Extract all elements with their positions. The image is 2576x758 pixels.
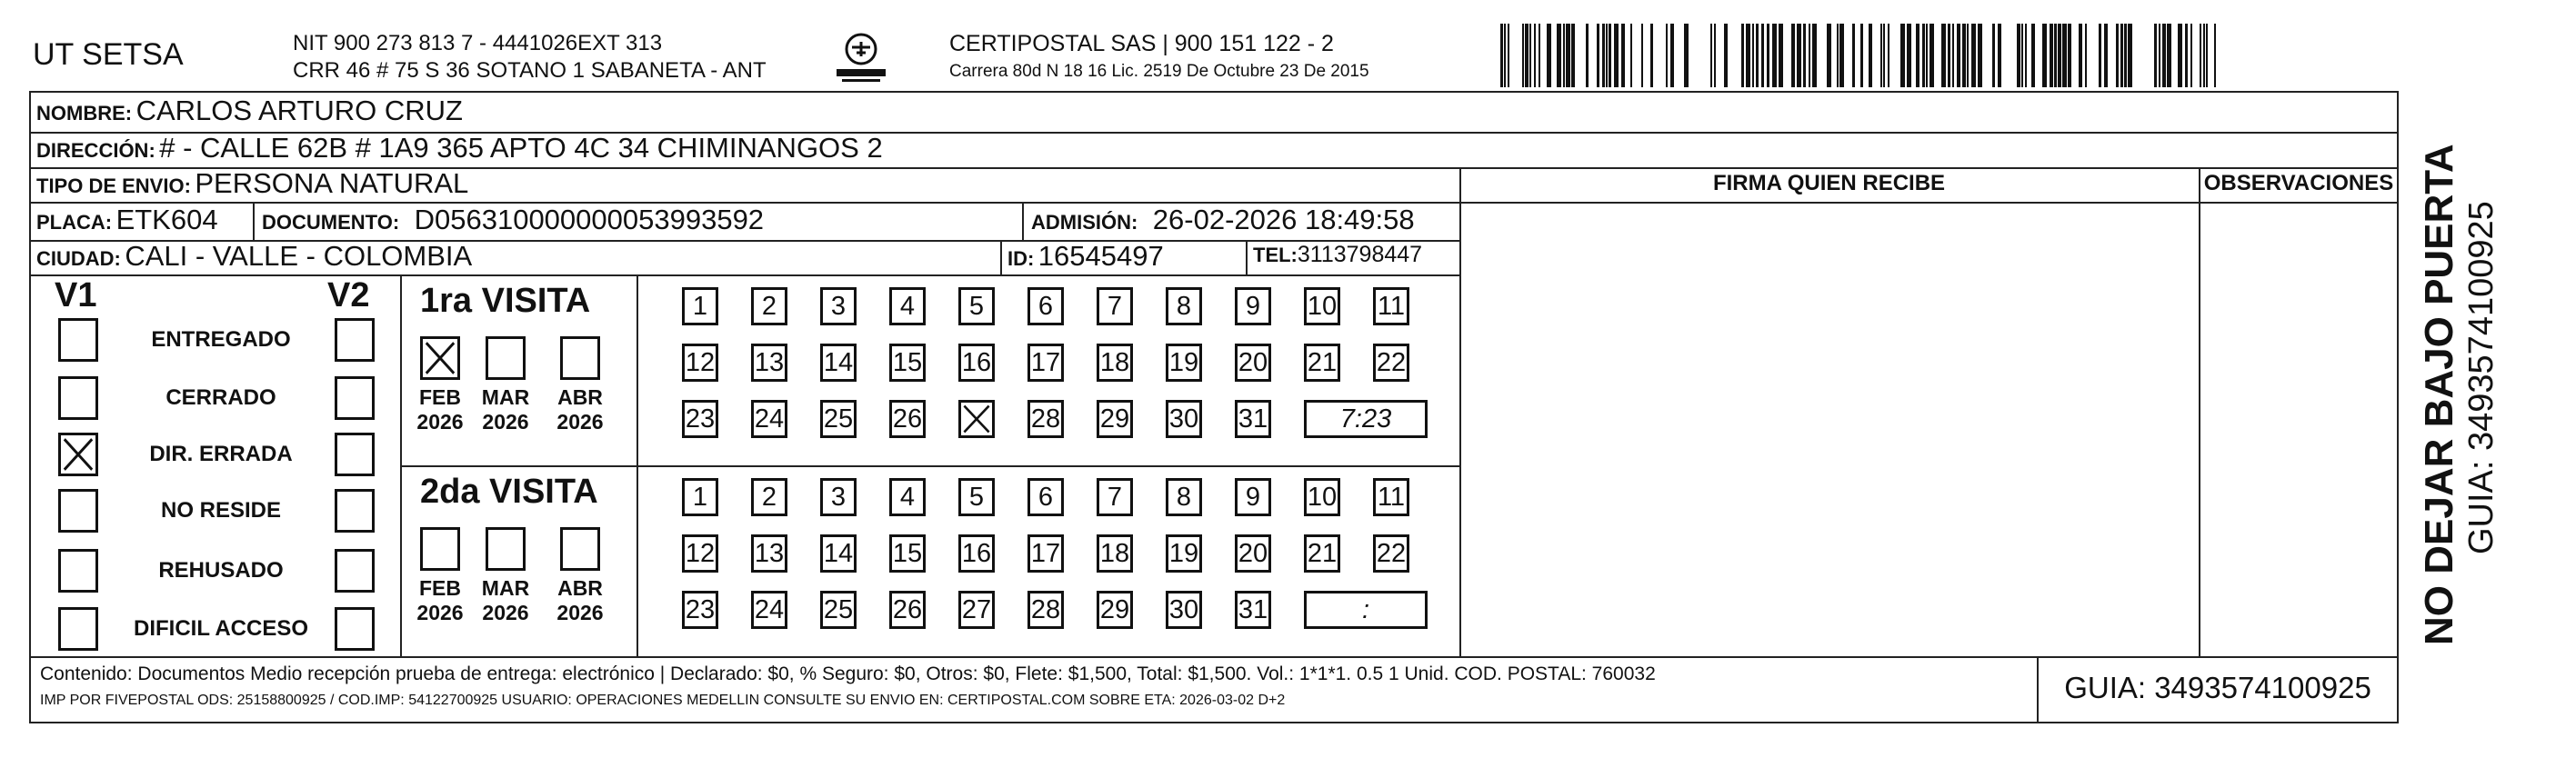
day-box[interactable]: 28 [1027, 400, 1064, 438]
observaciones-label: OBSERVACIONES [2203, 171, 2394, 195]
tipo-label: TIPO DE ENVIO: [36, 175, 191, 197]
nombre-value: CARLOS ARTURO CRUZ [135, 95, 463, 126]
month-label [413, 576, 467, 625]
v1-checkbox[interactable] [58, 607, 98, 651]
status-label: CERRADO [165, 385, 276, 410]
certipostal-line2: Carrera 80d N 18 16 Lic. 2519 De Octubre 23 De 2015 [949, 62, 1369, 81]
status-label: DIFICIL ACCESO [133, 616, 308, 641]
day-box[interactable]: 2 [751, 287, 787, 325]
day-box[interactable]: 21 [1304, 344, 1340, 382]
day-box[interactable]: 12 [682, 534, 718, 573]
admision-label: ADMISIÓN: [1031, 211, 1138, 234]
month-label [478, 576, 533, 625]
month-label [478, 385, 533, 434]
v2-checkbox[interactable] [335, 318, 375, 362]
day-box[interactable]: 12 [682, 344, 718, 382]
status-label: ENTREGADO [151, 327, 291, 352]
tel-label: TEL: [1253, 244, 1298, 266]
month-label [553, 576, 607, 625]
barcode-icon [1497, 22, 2224, 89]
time-box[interactable]: 7:23 [1304, 400, 1428, 438]
day-box[interactable]: 22 [1373, 344, 1409, 382]
v1-checkbox[interactable] [58, 549, 98, 593]
month-name: FEB [419, 576, 461, 600]
tipo-row [36, 167, 468, 200]
month-year: 2026 [482, 410, 529, 434]
tel-value: 3113798447 [1297, 242, 1423, 267]
day-box[interactable]: 30 [1166, 591, 1202, 629]
documento-value: D056310000000053993592 [414, 204, 765, 235]
tel-cell [1253, 242, 1422, 268]
documento-cell [262, 204, 764, 236]
placa-label: PLACA: [36, 211, 113, 234]
ciudad-label: CIUDAD: [36, 247, 121, 270]
month-checkbox[interactable] [486, 527, 526, 571]
direccion-value: # - CALLE 62B # 1A9 365 APTO 4C 34 CHIMINANGOS 2 [159, 132, 883, 164]
day-box[interactable]: 31 [1235, 400, 1271, 438]
day-box[interactable]: 29 [1097, 400, 1133, 438]
day-box[interactable]: 16 [958, 534, 995, 573]
day-box[interactable]: 3 [820, 478, 857, 516]
day-box[interactable]: 17 [1027, 344, 1064, 382]
nit-line: NIT 900 273 813 7 - 4441026EXT 313 [293, 31, 663, 55]
month-name: ABR [557, 385, 603, 409]
day-box[interactable]: 7 [1097, 478, 1133, 516]
side-text [2390, 118, 2508, 645]
v2-checkbox[interactable] [335, 433, 375, 476]
day-box[interactable]: 29 [1097, 591, 1133, 629]
day-box[interactable]: 25 [820, 400, 857, 438]
day-box[interactable]: 15 [889, 344, 926, 382]
month-checkbox[interactable] [486, 336, 526, 380]
day-box[interactable]: 18 [1097, 344, 1133, 382]
day-box[interactable]: 26 [889, 591, 926, 629]
month-name: FEB [419, 385, 461, 409]
nombre-row [36, 95, 463, 127]
month-checkbox[interactable] [420, 527, 460, 571]
footer-guia: GUIA: 3493574100925 [2064, 671, 2371, 704]
day-box[interactable]: 15 [889, 534, 926, 573]
day-box[interactable]: 5 [958, 478, 995, 516]
ciudad-cell [36, 240, 472, 273]
month-year: 2026 [416, 601, 464, 624]
direccion-label: DIRECCIÓN: [36, 139, 155, 162]
v1-checkbox[interactable] [58, 489, 98, 533]
day-box[interactable]: 28 [1027, 591, 1064, 629]
documento-label: DOCUMENTO: [262, 211, 400, 234]
nombre-label: NOMBRE: [36, 102, 133, 125]
month-checkbox[interactable] [560, 336, 600, 380]
firma-area[interactable] [1461, 204, 2197, 654]
day-box[interactable]: 14 [820, 344, 857, 382]
month-name: ABR [557, 576, 603, 600]
day-box[interactable]: 24 [751, 400, 787, 438]
v1-checkbox[interactable] [58, 433, 98, 476]
direccion-row [36, 132, 883, 165]
day-box[interactable]: 17 [1027, 534, 1064, 573]
visit1-title: 1ra VISITA [420, 282, 591, 320]
visit2-title: 2da VISITA [420, 473, 598, 511]
status-label: DIR. ERRADA [149, 442, 293, 466]
status-label: NO RESIDE [160, 498, 282, 523]
day-box[interactable]: 11 [1373, 478, 1409, 516]
month-year: 2026 [556, 601, 604, 624]
ciudad-value: CALI - VALLE - COLOMBIA [125, 240, 473, 272]
month-year: 2026 [416, 410, 464, 434]
day-box[interactable]: 20 [1235, 344, 1271, 382]
month-name: MAR [481, 576, 530, 600]
company-name: UT SETSA [33, 37, 184, 72]
day-box[interactable]: 1 [682, 478, 718, 516]
v2-checkbox[interactable] [335, 376, 375, 420]
day-box[interactable]: 13 [751, 344, 787, 382]
id-value: 16545497 [1037, 240, 1164, 272]
day-box[interactable]: 3 [820, 287, 857, 325]
address-line: CRR 46 # 75 S 36 SOTANO 1 SABANETA - ANT [293, 58, 767, 83]
v2-label: V2 [327, 276, 370, 314]
month-year: 2026 [482, 601, 529, 624]
day-box[interactable]: 23 [682, 591, 718, 629]
time-box[interactable]: : [1304, 591, 1428, 629]
v1-label: V1 [55, 276, 97, 314]
day-box[interactable]: 5 [958, 287, 995, 325]
month-name: MAR [481, 385, 530, 409]
certipostal-line1: CERTIPOSTAL SAS | 900 151 122 - 2 [949, 31, 1334, 56]
day-box[interactable]: 19 [1166, 534, 1202, 573]
month-label [553, 385, 607, 434]
day-box[interactable]: 14 [820, 534, 857, 573]
day-box[interactable]: 10 [1304, 287, 1340, 325]
day-box[interactable]: 24 [751, 591, 787, 629]
day-box[interactable]: 19 [1166, 344, 1202, 382]
day-box[interactable]: 23 [682, 400, 718, 438]
day-box[interactable]: 27 [958, 591, 995, 629]
day-box[interactable]: 8 [1166, 478, 1202, 516]
v2-checkbox[interactable] [335, 607, 375, 651]
day-box[interactable]: 6 [1027, 478, 1064, 516]
day-box[interactable]: 21 [1304, 534, 1340, 573]
admision-value: 26-02-2026 18:49:58 [1152, 204, 1415, 235]
contenido-text: Contenido: Documentos Medio recepción prueba de entrega: electrónico | Declarado: $0, % Seguro: $0, Otros: $0, Flete: $1,500, Total: $1,500. Vol.: 1*1*1. 0.5 1 Unid. COD. POSTAL: 760032 [40, 663, 1656, 684]
observaciones-area[interactable] [2200, 204, 2397, 654]
id-cell [1007, 240, 1164, 273]
day-box[interactable]: 9 [1235, 478, 1271, 516]
placa-cell [36, 204, 218, 236]
month-year: 2026 [556, 410, 604, 434]
day-box[interactable]: 31 [1235, 591, 1271, 629]
day-box[interactable]: 4 [889, 287, 926, 325]
month-checkbox[interactable] [420, 336, 460, 380]
month-label [413, 385, 467, 434]
day-box[interactable]: 26 [889, 400, 926, 438]
day-box[interactable]: 18 [1097, 534, 1133, 573]
month-checkbox[interactable] [560, 527, 600, 571]
day-box[interactable]: 30 [1166, 400, 1202, 438]
admision-cell [1031, 204, 1415, 236]
day-box[interactable]: 25 [820, 591, 857, 629]
certipostal-logo-icon [829, 29, 893, 85]
day-box[interactable]: 22 [1373, 534, 1409, 573]
v1-checkbox[interactable] [58, 376, 98, 420]
day-box[interactable]: 1 [682, 287, 718, 325]
day-box[interactable]: 9 [1235, 287, 1271, 325]
v2-checkbox[interactable] [335, 549, 375, 593]
tipo-value: PERSONA NATURAL [195, 167, 469, 199]
day-box[interactable]: 7 [1097, 287, 1133, 325]
v2-checkbox[interactable] [335, 489, 375, 533]
v1-checkbox[interactable] [58, 318, 98, 362]
day-box[interactable]: 16 [958, 344, 995, 382]
day-box[interactable]: 11 [1373, 287, 1409, 325]
day-box[interactable]: 13 [751, 534, 787, 573]
day-box[interactable]: 10 [1304, 478, 1340, 516]
id-label: ID: [1007, 247, 1035, 270]
no-dejar-bajo-puerta: NO DEJAR BAJO PUERTA [2417, 144, 2461, 645]
placa-value: ETK604 [115, 204, 218, 235]
day-box[interactable]: 20 [1235, 534, 1271, 573]
day-box[interactable]: 8 [1166, 287, 1202, 325]
day-box[interactable]: 2 [751, 478, 787, 516]
day-box[interactable] [958, 400, 995, 438]
imp-line: IMP POR FIVEPOSTAL ODS: 25158800925 / COD.IMP: 54122700925 USUARIO: OPERACIONES MEDELLIN CONSULTE SU ENVIO EN: CERTIPOSTAL.COM SOBRE ETA: 2026-03-02 D+2 [40, 693, 1286, 708]
status-label: REHUSADO [158, 558, 284, 583]
day-box[interactable]: 6 [1027, 287, 1064, 325]
side-guia: GUIA: 3493574100925 [2462, 201, 2501, 554]
firma-label: FIRMA QUIEN RECIBE [1712, 171, 1946, 195]
day-box[interactable]: 4 [889, 478, 926, 516]
